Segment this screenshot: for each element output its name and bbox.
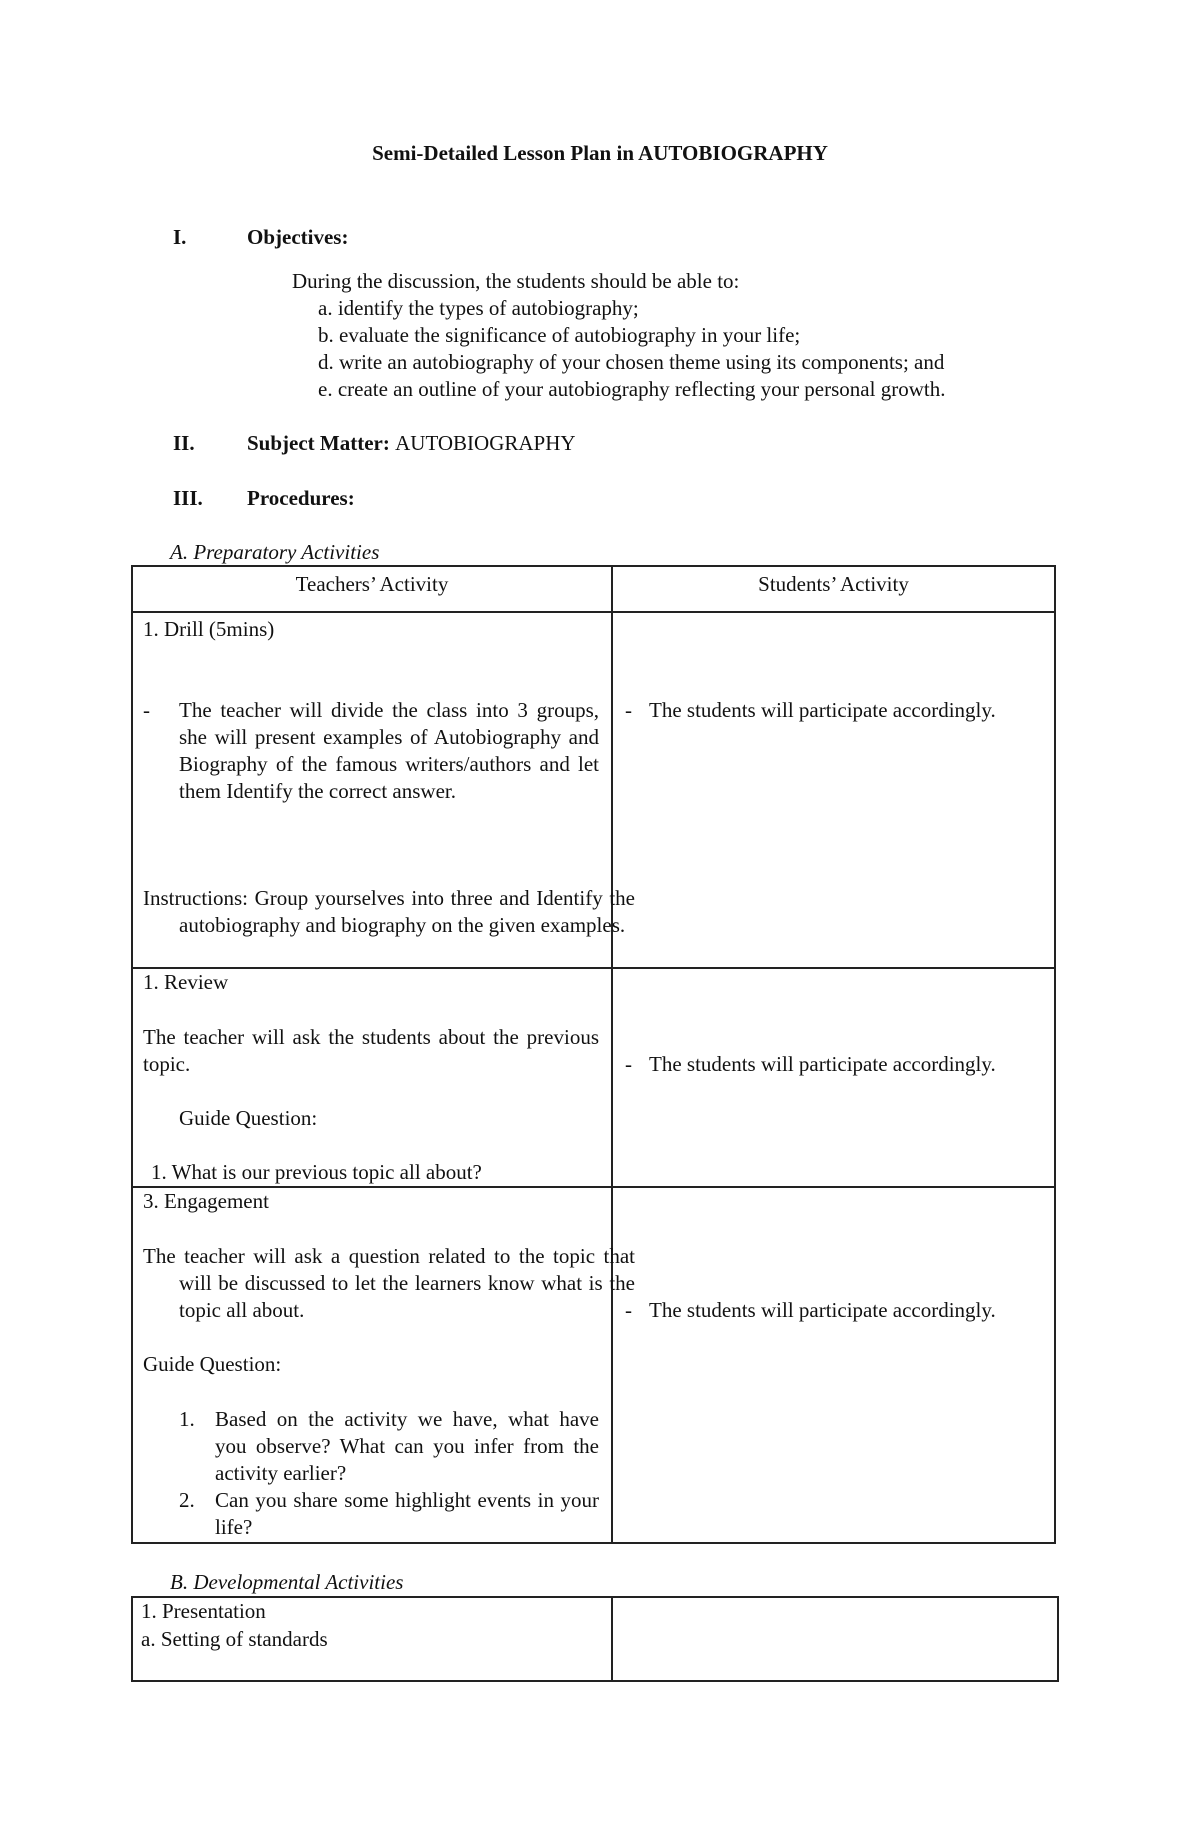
engagement-teacher-text: The teacher will ask a question related to the topic that will be discussed to let the learners know what is the topic all about. xyxy=(143,1244,635,1322)
drill-dash: - xyxy=(143,698,150,722)
engagement-guide-label: Guide Question: xyxy=(143,1352,282,1376)
section-label: Subject Matter: xyxy=(247,431,390,455)
section-objectives xyxy=(173,224,348,251)
review-student-text: The students will participate accordingly. xyxy=(649,1052,996,1076)
review-guide-label: Guide Question: xyxy=(179,1106,318,1130)
engagement-student-dash: - xyxy=(625,1298,632,1322)
teacher-cell xyxy=(132,1187,635,1543)
objective-item: b. evaluate the significance of autobiography in your life; xyxy=(318,323,801,347)
drill-student-dash: - xyxy=(625,698,632,722)
drill-title: 1. Drill (5mins) xyxy=(143,617,275,641)
table-row-presentation xyxy=(132,1597,1058,1681)
drill-instructions: Instructions: Group yourselves into three and Identify the autobiography and biography on the given examples. xyxy=(143,886,635,937)
setting-standards: a. Setting of standards xyxy=(141,1627,328,1651)
section-procedures xyxy=(173,485,355,512)
engagement-q1-num: 1. xyxy=(179,1407,195,1431)
teacher-cell xyxy=(132,968,612,1187)
developmental-heading: B. Developmental Activities xyxy=(170,1570,404,1594)
page-title: Semi-Detailed Lesson Plan in AUTOBIOGRAPHY xyxy=(372,141,828,165)
teacher-cell xyxy=(132,1597,612,1681)
table-row-review xyxy=(132,968,1055,1187)
table-row-drill xyxy=(132,612,1055,968)
developmental-activities-table xyxy=(131,1596,1059,1682)
subject-value: AUTOBIOGRAPHY xyxy=(395,431,576,455)
section-number: III. xyxy=(173,486,203,510)
preparatory-heading: A. Preparatory Activities xyxy=(170,540,380,564)
engagement-q1: Based on the activity we have, what have you observe? What can you infer from the activity earlier? xyxy=(215,1407,599,1485)
section-number: II. xyxy=(173,431,195,455)
preparatory-activities-table xyxy=(131,565,1056,1544)
section-subject-matter xyxy=(173,430,576,457)
teacher-cell xyxy=(132,612,635,968)
objective-item: d. write an autobiography of your chosen theme using its components; and xyxy=(318,350,945,374)
objectives-list xyxy=(318,295,945,403)
review-teacher-text: The teacher will ask the students about the previous topic. xyxy=(143,1025,599,1076)
review-student-dash: - xyxy=(625,1052,632,1076)
engagement-student-text: The students will participate accordingly. xyxy=(649,1298,996,1322)
table-row-engagement xyxy=(132,1187,1055,1543)
objective-item: e. create an outline of your autobiography reflecting your personal growth. xyxy=(318,377,946,401)
header-label: Students’ Activity xyxy=(758,572,909,596)
objectives-intro: During the discussion, the students should be able to: xyxy=(292,269,740,293)
drill-teacher-text: The teacher will divide the class into 3 groups, she will present examples of Autobiography and Biography of the famous writers/authors and let them Identify the correct answer. xyxy=(179,698,599,803)
presentation-title: 1. Presentation xyxy=(141,1599,266,1623)
review-question: 1. What is our previous topic all about? xyxy=(151,1160,482,1184)
student-cell xyxy=(612,1187,1055,1543)
header-cell-teacher xyxy=(132,566,612,612)
student-cell xyxy=(612,968,1055,1187)
header-cell-student xyxy=(612,566,1055,612)
objective-item: a. identify the types of autobiography; xyxy=(318,296,639,320)
engagement-q2: Can you share some highlight events in your life? xyxy=(215,1488,599,1539)
student-cell xyxy=(612,612,1055,968)
engagement-title: 3. Engagement xyxy=(143,1189,269,1213)
section-label: Objectives: xyxy=(247,225,349,249)
table-header-row xyxy=(132,566,1055,612)
drill-student-text: The students will participate accordingly. xyxy=(649,698,996,722)
student-cell xyxy=(612,1597,1058,1681)
section-label: Procedures: xyxy=(247,486,355,510)
engagement-q2-num: 2. xyxy=(179,1488,195,1512)
header-label: Teachers’ Activity xyxy=(295,572,449,596)
section-number: I. xyxy=(173,225,187,249)
review-title: 1. Review xyxy=(143,970,229,994)
